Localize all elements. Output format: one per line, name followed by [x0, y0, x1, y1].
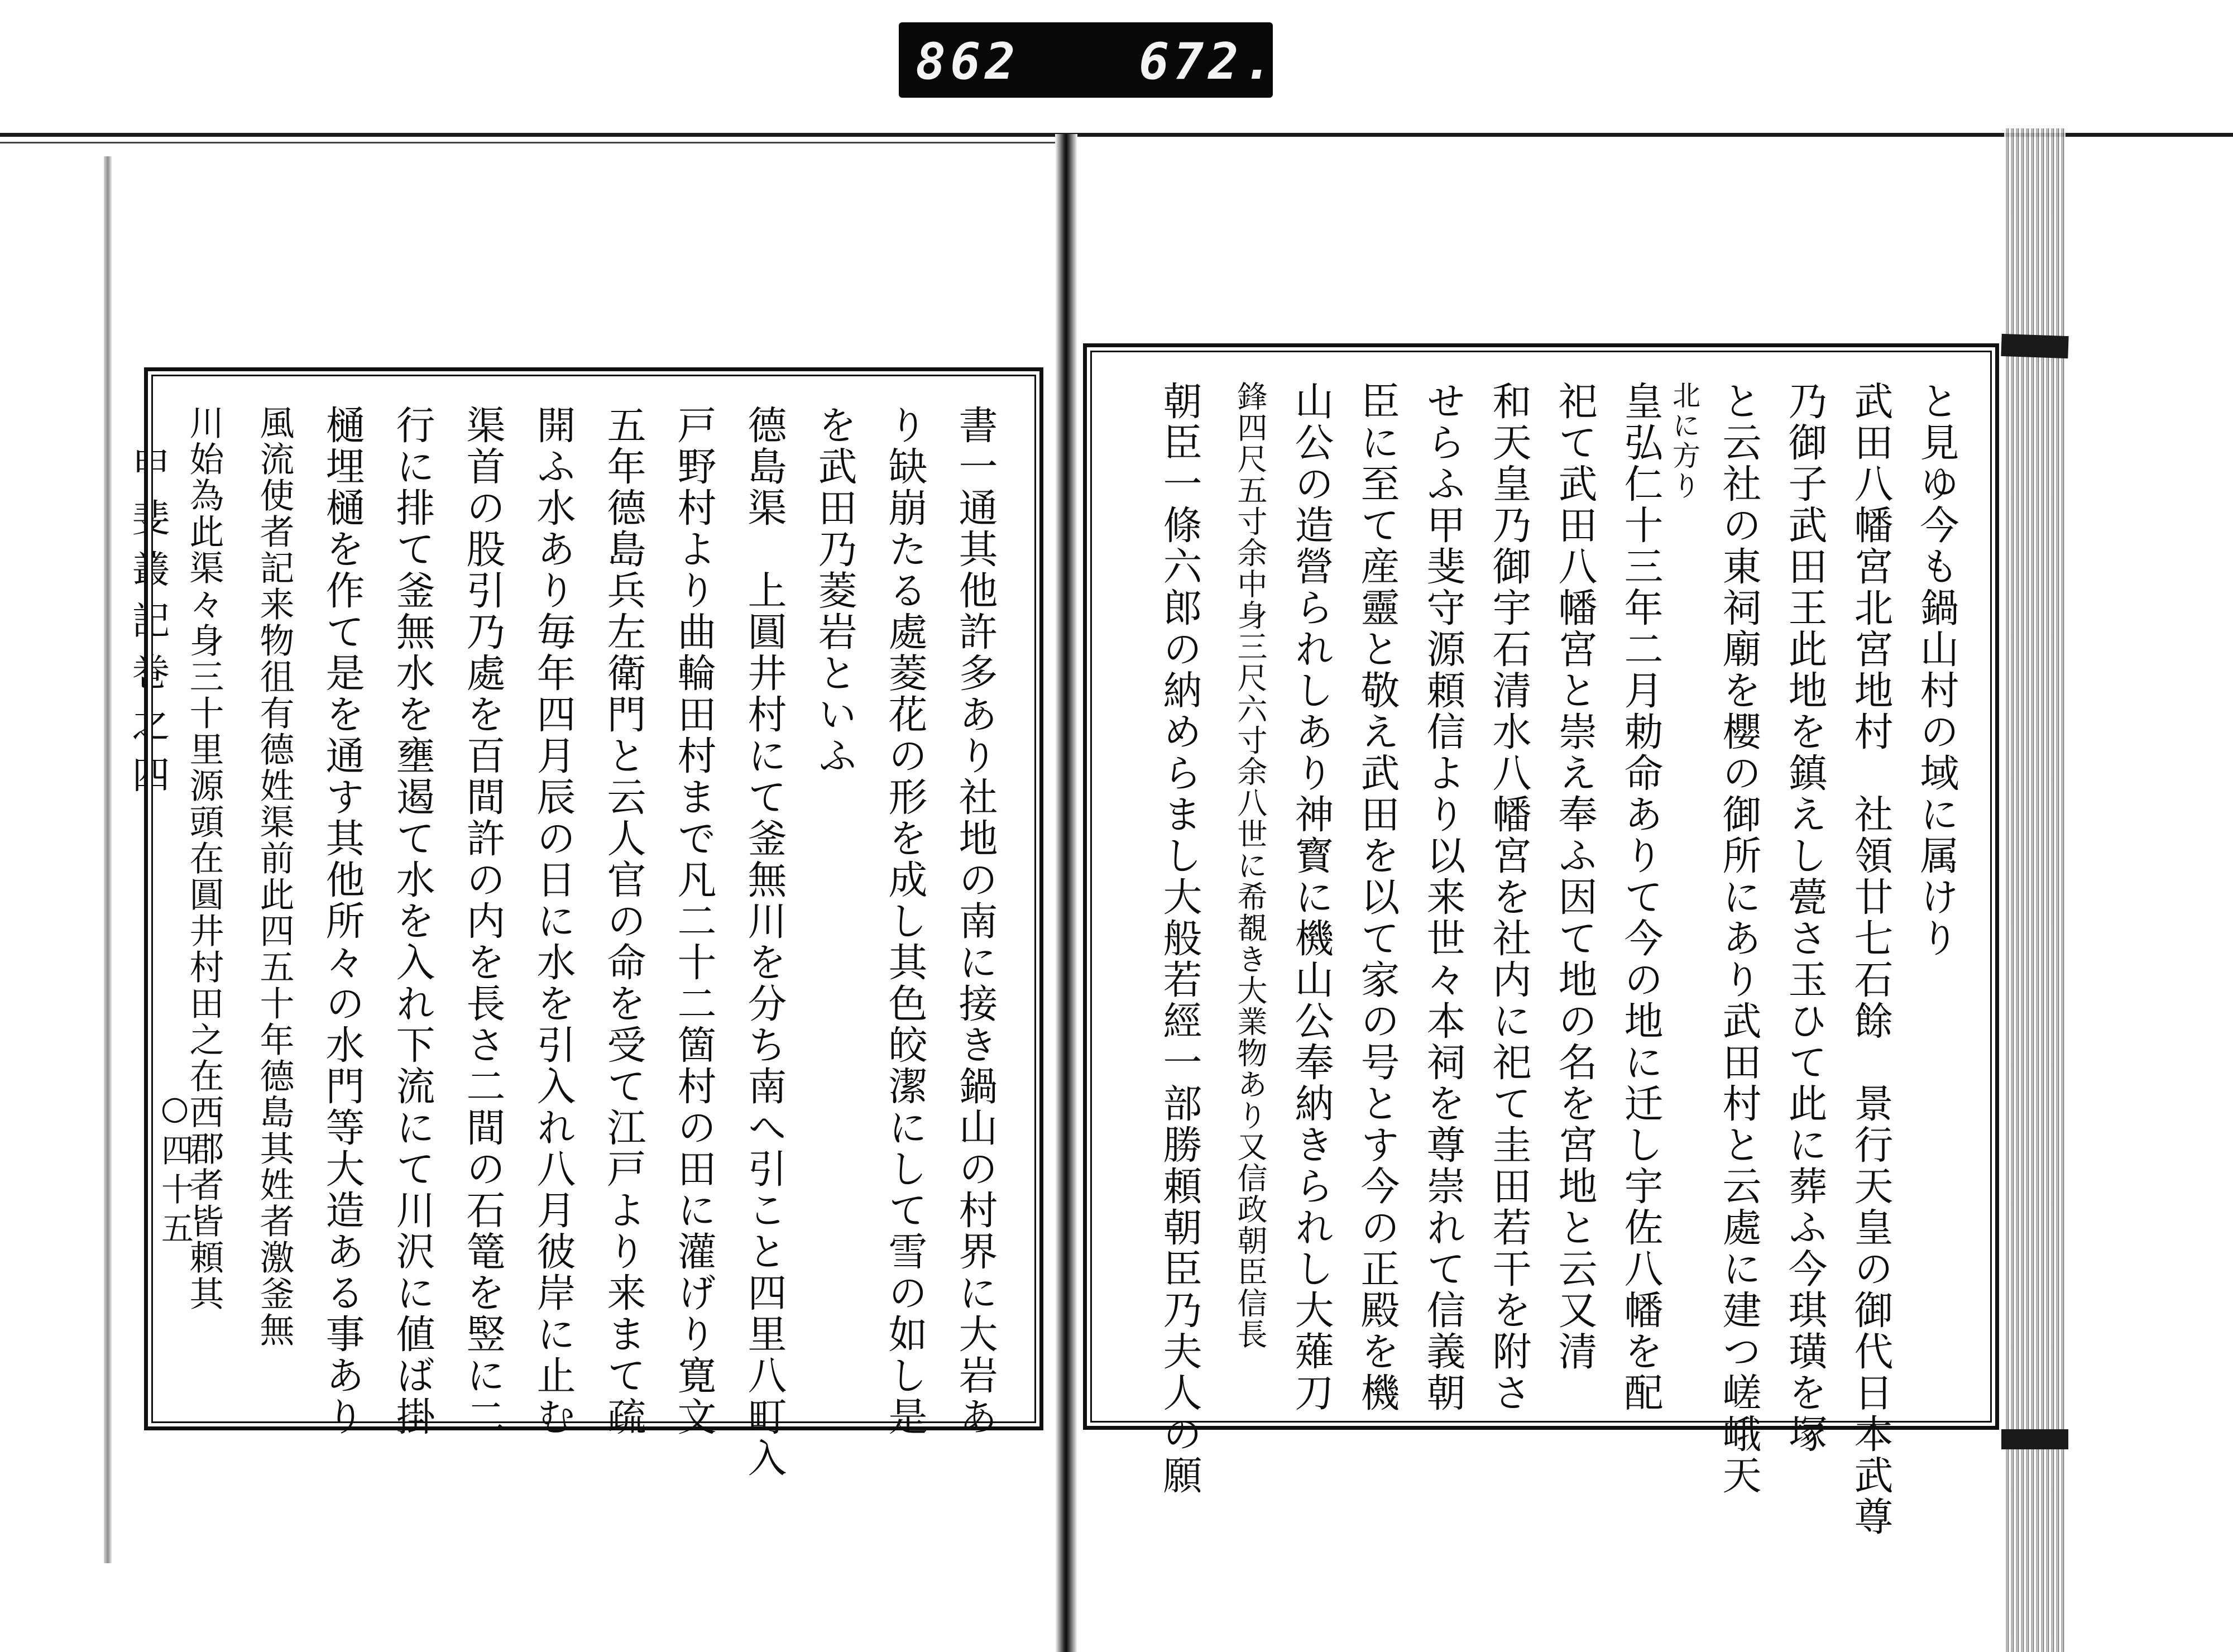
book-title: 甲斐叢記巻之四	[126, 447, 170, 806]
text-column: 開ふ水あり毎年四月辰の日に水を引入れ八月彼岸に止む	[530, 405, 576, 1438]
book-top-edge-inner	[0, 142, 1061, 143]
text-column: 和天皇乃御宇石清水八幡宮を社内に祀て圭田若干を附さ	[1486, 381, 1532, 1414]
left-page-text-frame	[144, 367, 1043, 1479]
right-page-text-frame	[1083, 343, 1999, 1538]
text-column: 書一通其他許多あり社地の南に接き鍋山の村界に大岩あ	[952, 405, 998, 1438]
left-page-outer-edge	[104, 156, 112, 1563]
text-column: 渠首の股引乃處を百間許の内を長さ二間の石篭を竪に二	[460, 405, 506, 1438]
fore-edge-shadow-bottom	[2001, 1429, 2068, 1449]
text-column: 樋埋樋を作て是を通す其他所々の水門等大造ある事あり	[319, 405, 365, 1438]
text-column-note: 北に方り	[1668, 381, 1700, 501]
text-column-note: 風流使者記来物徂有德姓渠前此四五十年德島其姓者激釜無	[254, 405, 295, 1348]
text-column-note: 鋒四尺五寸余中身三尺六寸余八世に希覩き大業物あり又信政朝臣信長	[1233, 381, 1268, 1350]
text-column: 臣に至て産靈と敬え武田を以て家の号とす今の正殿を機	[1354, 381, 1400, 1414]
book-top-edge	[0, 133, 2233, 137]
text-column: り缺崩たる處菱花の形を成し其色皎潔にして雪の如し是	[882, 405, 928, 1438]
text-column: を武田乃菱岩といふ	[812, 405, 857, 777]
text-column: と見ゆ今も鍋山村の域に属けり	[1914, 381, 1959, 959]
text-column: せらふ甲斐守源頼信より以来世々本祠を尊崇れて信義朝	[1420, 381, 1466, 1414]
text-column: 五年德島兵左衛門と云人官の命を受て江戸より来まて疏	[601, 405, 646, 1438]
page-number: ○四十五	[156, 1089, 194, 1251]
text-column: 行に排て釜無水を壅遏て水を入れ下流にて川沢に値ば掛	[390, 405, 435, 1438]
text-column: 戸野村より曲輪田村まで凡二十二箇村の田に灌げり寛文	[671, 405, 717, 1438]
fore-edge-shadow-top	[2001, 334, 2068, 358]
text-column: 山公の造營られしあり神寳に機山公奉納きられし大薙刀	[1288, 381, 1334, 1414]
text-column: 祀て武田八幡宮と崇え奉ふ因て地の名を宮地と云又清	[1552, 381, 1598, 1372]
frame-number-left: 862	[916, 32, 1020, 91]
text-column-note: 川始為此渠々身三十里源頭在圓井村田之在西郡者皆頼其	[184, 405, 224, 1312]
text-column: 武田八幡宮北宮地村 社領廿七石餘 景行天皇の御代日本武尊	[1848, 381, 1894, 1538]
text-column: と云社の東祠廟を櫻の御所にあり武田村と云處に建つ嵯峨天	[1716, 381, 1762, 1496]
text-column: 皇弘仁十三年二月勅命ありて今の地に迁し宇佐八幡を配	[1618, 381, 1664, 1414]
text-column: 乃御子武田王此地を鎮えし甍さ玉ひて此に葬ふ今琪璜を塚	[1782, 381, 1828, 1455]
frame-number-right: 672.	[1139, 32, 1278, 91]
text-column: 德島渠 上圓井村にて釜無川を分ち南へ引こと四里八町入	[741, 405, 787, 1479]
book-gutter	[1055, 134, 1077, 1652]
text-column: 朝臣一條六郎の納めらまし大般若經一部勝頼朝臣乃夫人の願	[1157, 381, 1202, 1496]
frame-number-tag	[899, 22, 1278, 98]
